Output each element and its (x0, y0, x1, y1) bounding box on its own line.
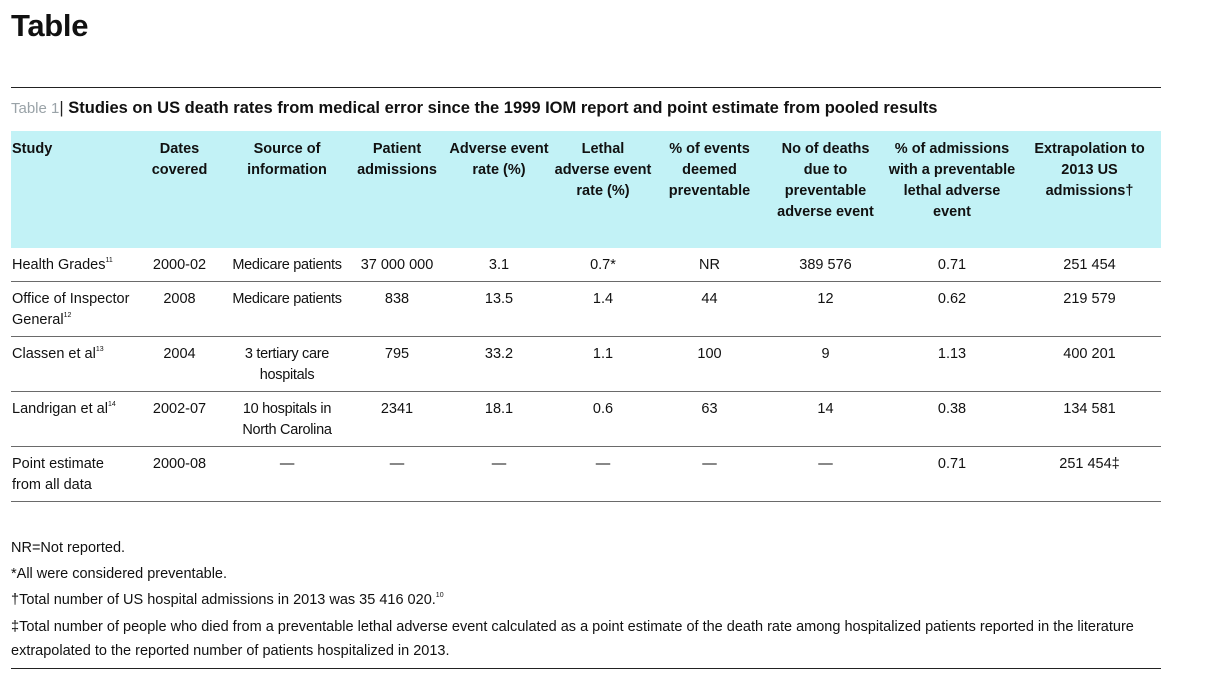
lethal-rate-cell: 0.6 (552, 392, 654, 447)
header-study: Study (11, 131, 133, 248)
table-row (11, 337, 1161, 392)
deaths-cell: 9 (765, 337, 886, 392)
bottom-rule (11, 668, 1161, 669)
caption-separator: | (59, 99, 64, 117)
preventable-cell: NR (654, 248, 765, 282)
top-rule (11, 87, 1161, 88)
header-dates-covered: Dates covered (133, 131, 226, 248)
source-cell: Medicare patients (226, 282, 348, 337)
header-admissions-pct: % of admissions with a preventable lethal adverse event (886, 131, 1018, 248)
study-name: Point estimate from all data (12, 456, 104, 493)
header-lethal-event-rate: Lethal adverse event rate (%) (552, 131, 654, 248)
adverse-rate-cell: 13.5 (446, 282, 552, 337)
dates-cell: 2000-08 (133, 447, 226, 502)
table-row (11, 282, 1161, 337)
lethal-rate-cell: — (552, 447, 654, 502)
admissions-pct-cell: 0.62 (886, 282, 1018, 337)
footnote-nr: NR=Not reported. (11, 540, 126, 556)
study-name: Landrigan et al (12, 401, 108, 417)
header-extrapolation: Extrapolation to 2013 US admissions† (1018, 131, 1161, 248)
reference-mark: 11 (105, 257, 113, 264)
study-cell (11, 447, 133, 502)
adverse-rate-cell: 18.1 (446, 392, 552, 447)
admissions-pct-cell: 0.71 (886, 447, 1018, 502)
reference-mark: 14 (107, 401, 116, 408)
extrapolation-cell: 251 454 (1018, 248, 1161, 282)
footnote-double-dagger: ‡Total number of people who died from a preventable lethal adverse event calculated as a point estimate of the death rate among hospitalized patients reported in the literature extrapolated to the reported number of patients hospitalized in 2013. (11, 619, 1134, 659)
admissions-cell: — (348, 447, 446, 502)
header-source: Source of information (226, 131, 348, 248)
table-row (11, 248, 1161, 282)
admissions-pct-cell: 1.13 (886, 337, 1018, 392)
preventable-cell: 100 (654, 337, 765, 392)
extrapolation-cell: 251 454‡ (1018, 447, 1161, 502)
deaths-cell: — (765, 447, 886, 502)
table-caption (11, 97, 937, 120)
study-name: Health Grades (12, 257, 106, 273)
table-header-row (11, 131, 1161, 248)
adverse-rate-cell: — (446, 447, 552, 502)
lethal-rate-cell: 1.1 (552, 337, 654, 392)
deaths-cell: 389 576 (765, 248, 886, 282)
preventable-cell: 44 (654, 282, 765, 337)
header-deaths-count: No of deaths due to preventable adverse event (765, 131, 886, 248)
extrapolation-cell: 219 579 (1018, 282, 1161, 337)
table-row (11, 447, 1161, 502)
header-patient-admissions: Patient admissions (348, 131, 446, 248)
source-cell: Medicare patients (226, 248, 348, 282)
table-row (11, 392, 1161, 447)
preventable-cell: 63 (654, 392, 765, 447)
extrapolation-cell: 134 581 (1018, 392, 1161, 447)
adverse-rate-cell: 3.1 (446, 248, 552, 282)
preventable-cell: — (654, 447, 765, 502)
source-cell: 3 tertiary care hospitals (226, 337, 348, 392)
source-cell: — (226, 447, 348, 502)
study-cell (11, 337, 133, 392)
footnote-dagger-text: †Total number of US hospital admissions in 2013 was 35 416 020. (11, 592, 436, 608)
source-cell: 10 hospitals in North Carolina (226, 392, 348, 447)
footnotes (11, 535, 1161, 663)
extrapolation-cell: 400 201 (1018, 337, 1161, 392)
reference-mark: 13 (95, 346, 104, 353)
admissions-cell: 838 (348, 282, 446, 337)
footnote-dagger (11, 587, 1161, 613)
adverse-rate-cell: 33.2 (446, 337, 552, 392)
reference-mark: 10 (435, 592, 444, 599)
study-name: Office of Inspector General (12, 291, 130, 328)
footnote-star: *All were considered preventable. (11, 566, 228, 582)
study-name: Classen et al (12, 346, 96, 362)
admissions-cell: 2341 (348, 392, 446, 447)
study-cell (11, 282, 133, 337)
dates-cell: 2004 (133, 337, 226, 392)
study-cell (11, 248, 133, 282)
studies-table (11, 131, 1161, 502)
lethal-rate-cell: 0.7* (552, 248, 654, 282)
table-title: Studies on US death rates from medical error since the 1999 IOM report and point estimate from pooled results (63, 99, 938, 117)
dates-cell: 2002-07 (133, 392, 226, 447)
deaths-cell: 12 (765, 282, 886, 337)
dates-cell: 2000-02 (133, 248, 226, 282)
study-cell (11, 392, 133, 447)
dates-cell: 2008 (133, 282, 226, 337)
table-label: Table 1 (11, 100, 60, 117)
header-adverse-event-rate: Adverse event rate (%) (446, 131, 552, 248)
admissions-pct-cell: 0.38 (886, 392, 1018, 447)
deaths-cell: 14 (765, 392, 886, 447)
admissions-cell: 37 000 000 (348, 248, 446, 282)
lethal-rate-cell: 1.4 (552, 282, 654, 337)
page-heading: Table (11, 8, 89, 43)
admissions-pct-cell: 0.71 (886, 248, 1018, 282)
header-preventable-pct: % of events deemed preventable (654, 131, 765, 248)
reference-mark: 12 (63, 312, 72, 319)
admissions-cell: 795 (348, 337, 446, 392)
